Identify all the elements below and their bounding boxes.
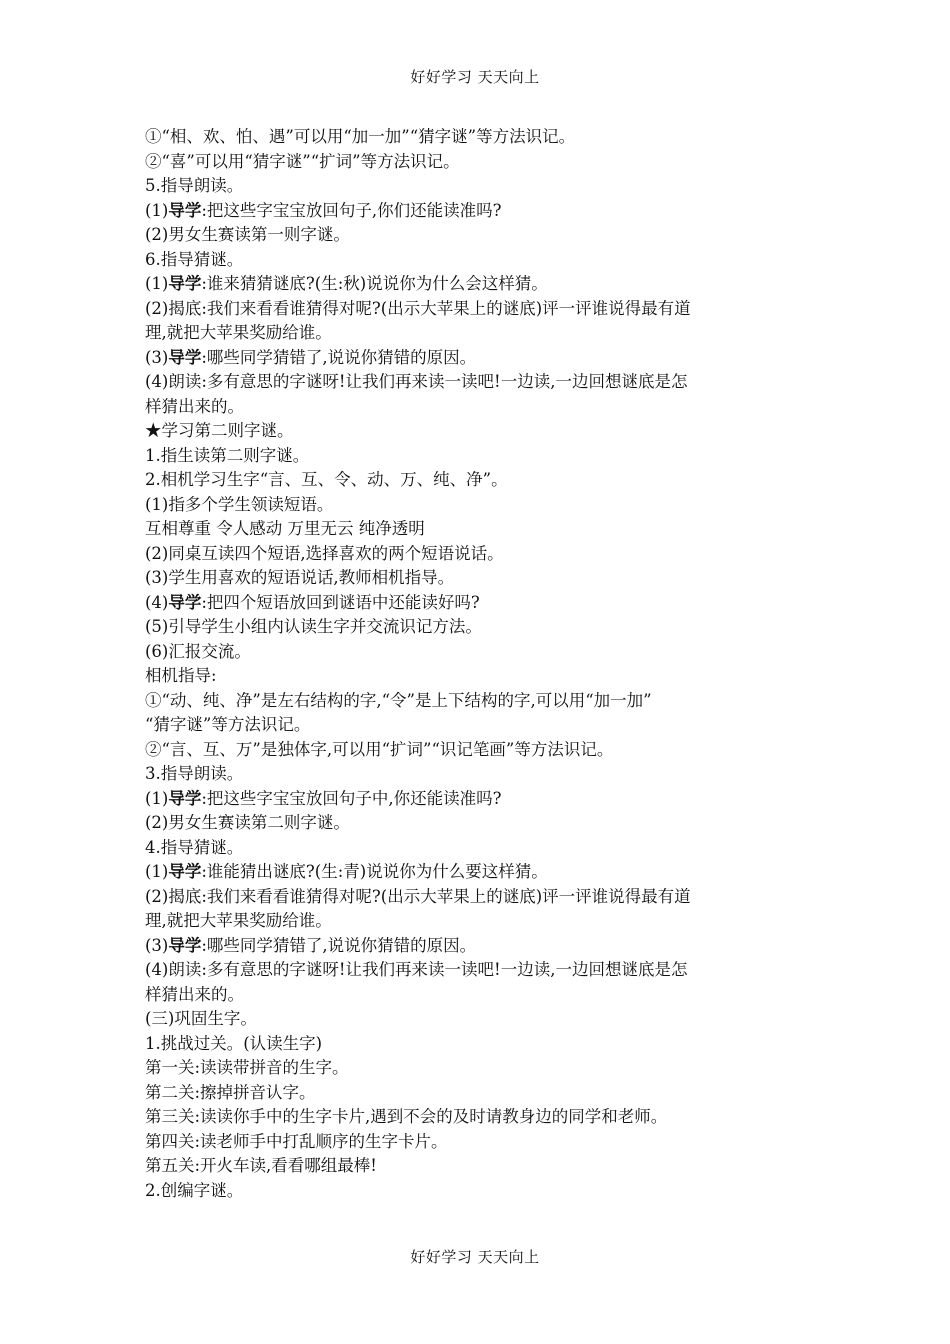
text-line: ★学习第二则字谜。	[145, 421, 294, 440]
line-text: :把四个短语放回到谜语中还能读好吗?	[201, 592, 480, 612]
text-line: (3)学生用喜欢的短语说话,教师相机指导。	[145, 568, 455, 587]
text-line: (6)汇报交流。	[145, 641, 251, 661]
text-line: 5.指导朗读。	[145, 176, 244, 195]
text-line: ②“喜”可以用“猜字谜”“扩词”等方法识记。	[145, 151, 460, 171]
line-text: :谁来猜猜谜底?(生:秋)说说你为什么会这样猜。	[201, 274, 548, 293]
text-line	[145, 591, 810, 616]
line-prefix: (3)	[145, 347, 169, 367]
text-line: 2.相机学习生字“言、互、令、动、万、纯、净”。	[145, 470, 508, 489]
text-line: 相机指导:	[145, 666, 217, 685]
text-line: 样猜出来的。	[145, 984, 244, 1004]
text-line	[145, 346, 810, 371]
text-line	[145, 860, 810, 885]
text-line	[145, 199, 810, 224]
text-line: ②“言、互、万”是独体字,可以用“扩词”“识记笔画”等方法识记。	[145, 739, 614, 759]
text-line: 样猜出来的。	[145, 396, 244, 416]
text-line: 6.指导猜谜。	[145, 249, 244, 269]
text-line: 第三关:读读你手中的生字卡片,遇到不会的及时请教身边的同学和老师。	[145, 1107, 668, 1126]
line-text: :把这些字宝宝放回句子,你们还能读准吗?	[201, 200, 502, 220]
text-line: 理,就把大苹果奖励给谁。	[145, 911, 332, 930]
text-line: 3.指导朗读。	[145, 764, 244, 783]
text-line: (2)男女生赛读第二则字谜。	[145, 813, 350, 832]
page-footer: 好好学习 天天向上	[410, 1248, 540, 1266]
text-line: ①“动、纯、净”是左右结构的字,“令”是上下结构的字,可以用“加一加”	[145, 690, 652, 710]
bold-keyword: 导学	[168, 347, 202, 367]
line-prefix: (3)	[145, 935, 169, 955]
text-line: 1.指生读第二则字谜。	[145, 445, 310, 465]
text-line: (1)指多个学生领读短语。	[145, 494, 334, 514]
text-line: (2)揭底:我们来看看谁猜得对呢?(出示大苹果上的谜底)评一评谁说得最有道	[145, 886, 691, 906]
text-line: 互相尊重 令人感动 万里无云 纯净透明	[145, 519, 425, 538]
page-header: 好好学习 天天向上	[410, 68, 540, 86]
line-text: :哪些同学猜错了,说说你猜错的原因。	[201, 347, 477, 367]
line-prefix: (1)	[145, 274, 169, 293]
text-line: “猜字谜”等方法识记。	[145, 715, 311, 734]
document-body	[145, 125, 810, 1203]
text-line: 第一关:读读带拼音的生字。	[145, 1058, 349, 1077]
text-line: 第二关:擦掉拼音认字。	[145, 1082, 316, 1102]
line-text: :哪些同学猜错了,说说你猜错的原因。	[201, 935, 477, 955]
text-line: (2)同桌互读四个短语,选择喜欢的两个短语说话。	[145, 543, 504, 563]
text-line: 第四关:读老师手中打乱顺序的生字卡片。	[145, 1131, 448, 1151]
text-line	[145, 787, 810, 812]
text-line	[145, 934, 810, 959]
text-line: 第五关:开火车读,看看哪组最棒!	[145, 1156, 377, 1175]
line-prefix: (1)	[145, 862, 169, 881]
bold-keyword: 导学	[168, 935, 202, 955]
bold-keyword: 导学	[168, 274, 202, 293]
line-text: :谁能猜出谜底?(生:青)说说你为什么要这样猜。	[201, 862, 548, 881]
line-text: :把这些字宝宝放回句子中,你还能读准吗?	[201, 788, 502, 808]
line-prefix: (1)	[145, 788, 169, 808]
text-line: (4)朗读:多有意思的字谜呀!让我们再来读一读吧!一边读,一边回想谜底是怎	[145, 372, 688, 391]
text-line: (2)男女生赛读第一则字谜。	[145, 225, 350, 244]
text-line: (4)朗读:多有意思的字谜呀!让我们再来读一读吧!一边读,一边回想谜底是怎	[145, 960, 688, 979]
text-line: 理,就把大苹果奖励给谁。	[145, 323, 332, 342]
text-line: ①“相、欢、怕、遇”可以用“加一加”“猜字谜”等方法识记。	[145, 127, 576, 146]
bold-keyword: 导学	[168, 592, 202, 612]
text-line	[145, 272, 810, 297]
text-line: (5)引导学生小组内认读生字并交流识记方法。	[145, 617, 482, 636]
bold-keyword: 导学	[168, 788, 202, 808]
text-line: 2.创编字谜。	[145, 1180, 244, 1200]
text-line: (三)巩固生字。	[145, 1009, 257, 1028]
text-line: 4.指导猜谜。	[145, 837, 244, 857]
text-line: (2)揭底:我们来看看谁猜得对呢?(出示大苹果上的谜底)评一评谁说得最有道	[145, 298, 691, 318]
line-prefix: (1)	[145, 200, 169, 220]
bold-keyword: 导学	[168, 200, 202, 220]
line-prefix: (4)	[145, 592, 169, 612]
bold-keyword: 导学	[168, 862, 202, 881]
text-line: 1.挑战过关。(认读生字)	[145, 1033, 323, 1053]
